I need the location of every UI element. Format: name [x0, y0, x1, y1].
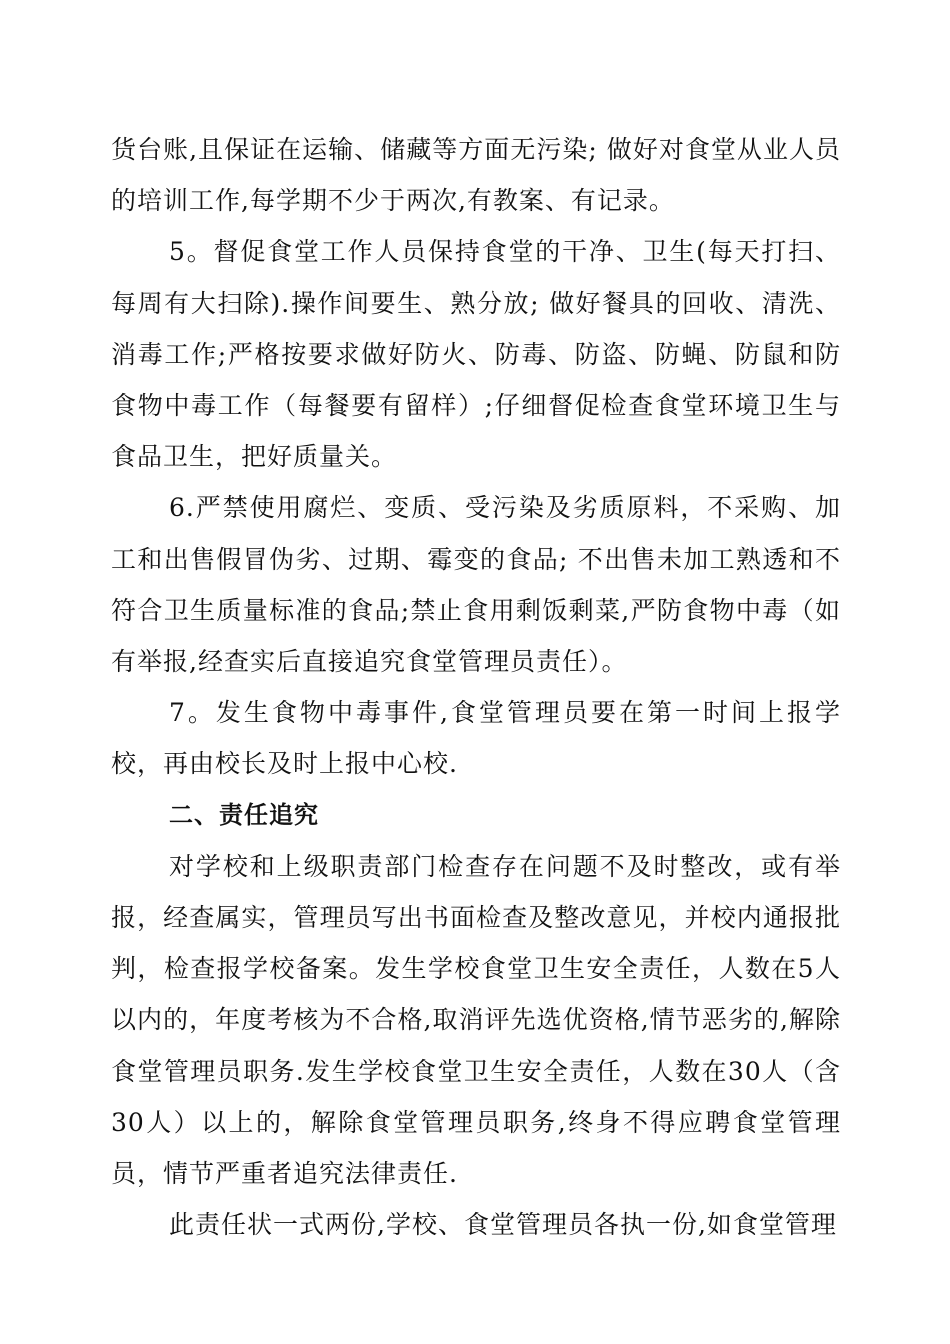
section-heading-accountability: 二、责任追究 — [169, 800, 319, 829]
document-body — [111, 124, 841, 1250]
paragraph-item-6-food-ban: 6.严禁使用腐烂、变质、受污染及劣质原料，不采购、加工和出售假冒伪劣、过期、霉变的食品; 不出售未加工熟透和不符合卫生质量标准的食品;禁止食用剩饭剩菜,严防食物中毒（如有举报,经查实后直接追究食堂管理员责任）。 — [111, 493, 841, 677]
paragraph-ledger-training: 货台账,且保证在运输、储藏等方面无污染; 做好对食堂从业人员的培训工作,每学期不少于两次,有教案、有记录。 — [111, 135, 841, 216]
paragraph-item-5-hygiene: 5。督促食堂工作人员保持食堂的干净、卫生(每天打扫、每周有大扫除).操作间要生、熟分放; 做好餐具的回收、清洗、消毒工作;严格按要求做好防火、防毒、防盗、防蝇、防鼠和防食物中毒工作（每餐要有留样）;仔细督促检查食堂环境卫生与食品卫生，把好质量关。 — [111, 237, 841, 472]
paragraph-item-7-poisoning-report: 7。发生食物中毒事件,食堂管理员要在第一时间上报学校，再由校长及时上报中心校. — [111, 698, 841, 779]
paragraph-accountability-rules: 对学校和上级职责部门检查存在问题不及时整改，或有举报，经查属实，管理员写出书面检查及整改意见，并校内通报批判，检查报学校备案。发生学校食堂卫生安全责任，人数在5人以内的，年度考核为不合格,取消评先选优资格,情节恶劣的,解除食堂管理员职务.发生学校食堂卫生安全责任，人数在30人（含30人）以上的，解除食堂管理员职务,终身不得应聘食堂管理员，情节严重者追究法律责任. — [111, 851, 841, 1189]
paragraph-copies-statement: 此责任状一式两份,学校、食堂管理员各执一份,如食堂管理 — [169, 1210, 837, 1240]
